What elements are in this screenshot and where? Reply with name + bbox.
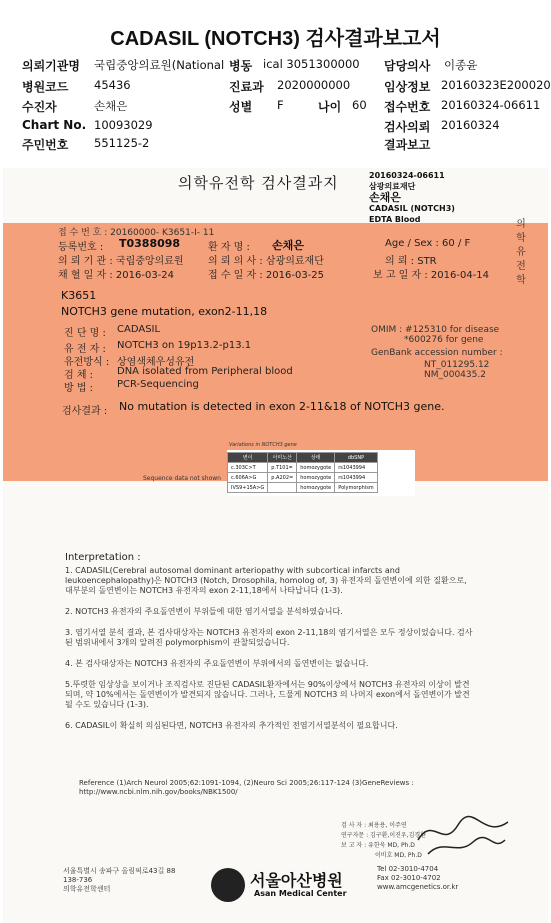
address-block: [63, 867, 175, 894]
value-test-request: 20160324: [441, 118, 500, 132]
value-doctor: 이종윤: [444, 58, 478, 72]
field-gene-value: NOTCH3 on 19p13.2-p13.1: [117, 340, 252, 351]
value-sex: F: [277, 98, 284, 112]
table-cell: [268, 483, 297, 493]
sequence-note: Sequence data not shown: [143, 475, 221, 482]
label-patient: 수진자: [22, 100, 57, 114]
reference: Reference (1)Arch Neurol 2005;62:1091-1094, (2)Neuro Sci 2005;26:117-124 (3)GeneReviews : http://www.ncbi.nlm.nih.gov/books/NBK1500/: [79, 779, 414, 796]
label-resident-no: 주민번호: [22, 138, 69, 152]
field-method-value: PCR-Sequencing: [117, 379, 199, 390]
field-diagnosis-value: CADASIL: [117, 324, 161, 335]
label-sex: 성별: [229, 100, 253, 114]
label-result-report: 결과보고: [384, 138, 431, 152]
omim: OMIM : #125310 for disease: [371, 325, 500, 335]
test-name: NOTCH3 gene mutation, exon2-11,18: [61, 305, 268, 318]
age-sex: Age / Sex : 60 / F: [385, 238, 471, 249]
hospital-en: Asan Medical Center: [254, 889, 347, 898]
table-cell: rs1043994: [335, 473, 377, 483]
interp-paragraph: 4. 본 검사대상자는 NOTCH3 유전자의 주요돌연변이 부위에서의 돌연변이는 없습니다.: [65, 659, 369, 668]
interp-title: Interpretation :: [65, 552, 141, 563]
signature-image: [413, 810, 513, 858]
contact-block: [377, 865, 458, 892]
value-resident-no: 551125-2: [94, 136, 150, 150]
page-title: CADASIL (NOTCH3) 검사결과보고서: [110, 28, 441, 50]
sign-line: 보 고 자 : 유한욱 MD, Ph.D: [341, 842, 415, 849]
value-patient: 손채은: [94, 99, 128, 113]
label-chart-no: Chart No.: [22, 118, 87, 132]
sign-line: 검 사 자 : 최용용, 이주연: [341, 822, 407, 829]
patient-label: 환 자 명 :: [208, 242, 250, 253]
value-receipt-no: 20160324-06611: [441, 98, 541, 112]
field-gene-label: 유 전 자 :: [64, 344, 106, 355]
value-requesting-institution: 국립중앙의료원(National: [94, 58, 225, 72]
field-diagnosis-label: 진 단 명 :: [64, 328, 106, 339]
hospital-name: 서울아산병원: [250, 871, 343, 890]
corner-org: 삼광의료재단: [369, 182, 416, 191]
interp-paragraph: 1. CADASIL(Cerebral autosomal dominant arteriopathy with subcortical infarcts and leukoencephalopathy)은 NOTCH3 (Notch, Drosophila, homolog of, 3) 유전자의 돌연변이에 의한 질환으로, 대부분의 돌연변이는 NOTCH3 유전자의 exon 2-11,18에서 나타납니다 (1-3).: [65, 566, 467, 595]
variants-table: [227, 452, 378, 493]
address-line: 의학유전학센터: [63, 885, 111, 893]
hospital-logo-icon: [211, 868, 245, 902]
genbank-nt: NT_011295.12: [424, 360, 490, 370]
table-cell: p.A202=: [268, 473, 297, 483]
collect-date: 채 혈 일 자 : 2016-03-24: [58, 270, 175, 281]
corner-name: 손채은: [369, 191, 401, 204]
variants-header-cell: 변이: [228, 453, 268, 463]
genbank-nm: NM_000435.2: [424, 370, 486, 380]
field-specimen-value: DNA isolated from Peripheral blood: [117, 366, 293, 377]
field-inheritance-label: 유전방식 :: [64, 357, 110, 368]
label-age: 나이: [318, 100, 342, 114]
table-cell: homozygote: [297, 463, 335, 473]
corner-label: [369, 170, 455, 225]
variants-header-cell: 아미노산: [268, 453, 297, 463]
table-cell: c.303C>T: [228, 463, 268, 473]
scanned-report: [3, 168, 548, 923]
genbank-label: GenBank accession number :: [371, 348, 503, 358]
interp-paragraph: 3. 염기서열 분석 결과, 본 검사대상자는 NOTCH3 유전자의 exon 2-11,18의 염기서열은 모두 정상이었습니다. 검사된 범위내에서 3개의 알려진 polymorphism이 관찰되었습니다.: [65, 628, 473, 647]
interp-paragraph: 6. CADASIL이 확실히 의심된다면, NOTCH3 유전자의 추가적인 전염기서열분석이 필요합니다.: [65, 721, 398, 730]
contact-web: www.amcgenetics.or.kr: [377, 883, 459, 891]
table-row: [228, 473, 378, 483]
req-hospital: 의 뢰 기 관 : 국립중앙의료원: [58, 256, 184, 267]
value-age: 60: [352, 98, 367, 112]
interp-paragraph: 5.뚜렷한 임상상을 보이거나 조직검사로 진단된 CADASIL환자에서는 90%이상에서 NOTCH3 유전자의 이상이 발견되며, 약 10%에서는 돌연변이가 발견되지 않습니다. 그러나, 드물게 NOTCH3 의 나머지 exon에서 돌연변이가 발견될 수도 있습니다 (1-3).: [65, 680, 470, 709]
address-line: 서울특별시 송파구 올림픽로43길 88: [63, 867, 176, 875]
table-cell: rs1043994: [335, 463, 377, 473]
receive-date: 접 수 일 자 : 2016-03-25: [208, 270, 325, 281]
result-text: No mutation is detected in exon 2-11&18 of NOTCH3 gene.: [119, 400, 445, 413]
address-line: 138-736: [63, 876, 93, 884]
value-clinical-info: 20160323E200020: [441, 78, 551, 92]
label-ward: 병동: [229, 59, 253, 73]
value-department: 2020000000: [277, 78, 351, 92]
label-department: 진료과: [229, 80, 264, 94]
label-test-request: 검사의뢰: [384, 120, 431, 134]
report-date: 보 고 일 자 : 2016-04-14: [373, 270, 490, 281]
test-code: K3651: [61, 289, 97, 302]
contact-tel: Tel 02-3010-4704: [377, 865, 439, 873]
table-cell: homozygote: [297, 473, 335, 483]
sign-line: 이비호 MD, Ph.D: [375, 852, 422, 859]
side-vertical-label: 의학유전학: [516, 219, 526, 286]
req-org: 의 뢰 의 사 : 삼광의료재단: [208, 256, 324, 267]
value-chart-no: 10093029: [94, 118, 153, 132]
label-hospital-code: 병원코드: [22, 80, 69, 94]
reg-no: T0388098: [119, 237, 181, 250]
value-hospital-code: 45436: [94, 78, 131, 92]
table-cell: IVS9+15A>G: [228, 483, 268, 493]
table-row: [228, 463, 378, 473]
reg-label: 등록번호 :: [58, 242, 104, 253]
variants-caption: Variations in NOTCH3 gene: [229, 442, 297, 448]
req-doc: 의 뢰 : STR: [385, 256, 437, 267]
variants-header-row: [228, 453, 378, 463]
corner-test: CADASIL (NOTCH3): [369, 204, 455, 213]
report-title: 의학유전학 검사결과지: [178, 174, 339, 192]
field-method-label: 방 법 :: [64, 383, 94, 394]
variants-header-cell: dbSNP: [335, 453, 377, 463]
receipt-line: 접 수 번 호 : 20160000- K3651-I- 11: [58, 228, 215, 238]
omim-gene: *600276 for gene: [404, 335, 484, 345]
corner-sample: EDTA Blood: [369, 215, 421, 224]
table-cell: c.606A>G: [228, 473, 268, 483]
table-cell: homozygote: [297, 483, 335, 493]
sign-line: 연구자문 : 김구환,이진우,김경환: [341, 832, 426, 839]
contact-fax: Fax 02-3010-4702: [377, 874, 441, 882]
label-receipt-no: 접수번호: [384, 100, 431, 114]
label-requesting-institution: 의뢰기관명: [22, 59, 80, 73]
value-ward: ical 3051300000: [263, 57, 360, 71]
patient-name: 손채은: [272, 239, 304, 252]
corner-id: 20160324-06611: [369, 171, 445, 180]
label-doctor: 담당의사: [384, 59, 431, 73]
result-label: 검사결과 :: [62, 406, 108, 417]
field-inheritance-value: 상염색체우성유전: [117, 357, 195, 368]
interpretation: [65, 566, 475, 742]
table-cell: p.T101=: [268, 463, 297, 473]
interp-paragraph: 2. NOTCH3 유전자의 주요돌연변이 부위들에 대한 염기서열을 분석하였습니다.: [65, 607, 343, 616]
variants-header-cell: 상태: [297, 453, 335, 463]
label-clinical-info: 임상정보: [384, 80, 431, 94]
field-specimen-label: 검 체 :: [64, 370, 94, 381]
table-row: [228, 483, 378, 493]
table-cell: Polymorphism: [335, 483, 377, 493]
